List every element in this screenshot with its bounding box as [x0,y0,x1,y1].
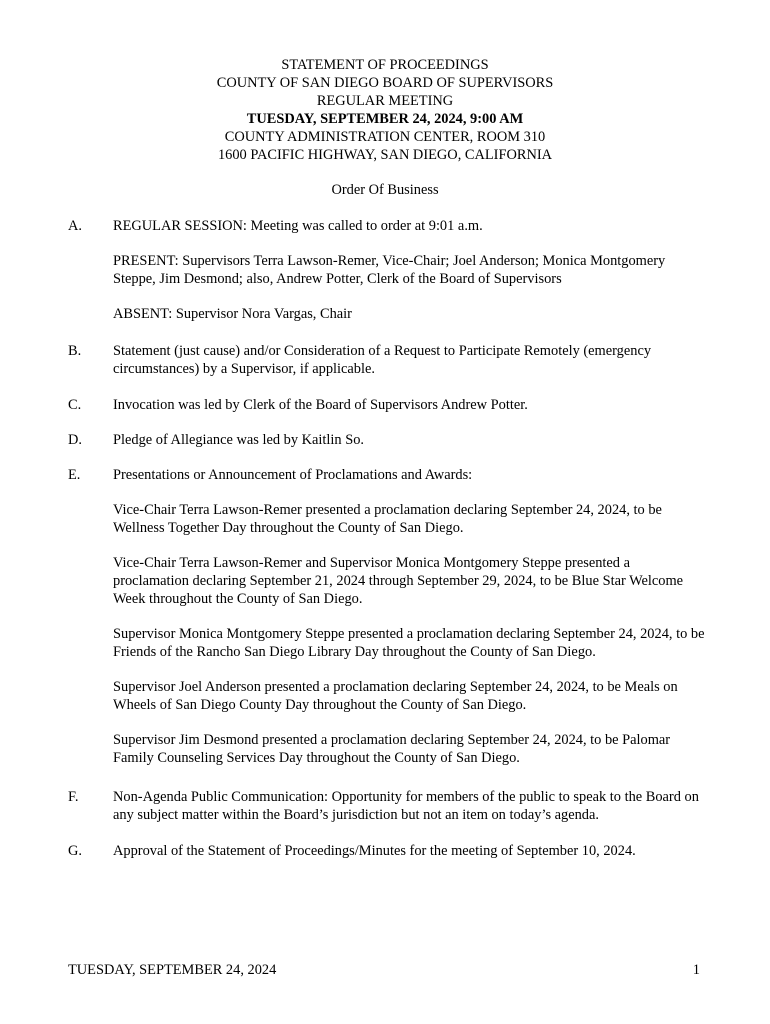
order-of-business-title: Order Of Business [331,182,439,198]
item-paragraph: Non-Agenda Public Communication: Opportunity for members of the public to speak to the Board on any subject matter within the Board’s jurisdiction but not an item on today’s agenda. [113,789,699,823]
item-body [113,842,708,860]
header-address: 1600 PACIFIC HIGHWAY, SAN DIEGO, CALIFORNIA [217,147,553,163]
header-date-time: TUESDAY, SEPTEMBER 24, 2024, 9:00 AM [246,111,524,127]
item-body [113,466,708,767]
item-paragraph: Approval of the Statement of Proceedings/Minutes for the meeting of September 10, 2024. [113,843,636,859]
header-location: COUNTY ADMINISTRATION CENTER, ROOM 310 [224,129,546,145]
item-paragraph: ABSENT: Supervisor Nora Vargas, Chair [113,306,352,322]
item-paragraph: PRESENT: Supervisors Terra Lawson-Remer, Vice-Chair; Joel Anderson; Monica Montgomery Steppe, Jim Desmond; also, Andrew Potter, Clerk of the Board of Supervisors [113,253,666,287]
item-body [113,342,708,378]
item-letter: B. [68,343,82,359]
header-board: COUNTY OF SAN DIEGO BOARD OF SUPERVISORS [216,75,554,91]
item-letter: D. [68,432,82,448]
item-paragraph: Supervisor Jim Desmond presented a proclamation declaring September 24, 2024, to be Palomar Family Counseling Services Day throughout the County of San Diego. [113,732,671,766]
item-paragraph: Statement (just cause) and/or Consideration of a Request to Participate Remotely (emergency circumstances) by a Supervisor, if applicable. [113,343,652,377]
item-paragraph: Supervisor Joel Anderson presented a proclamation declaring September 24, 2024, to be Meals on Wheels of San Diego County Day throughout the County of San Diego. [113,679,678,713]
item-paragraph: Presentations or Announcement of Proclamations and Awards: [113,467,473,483]
footer-date: TUESDAY, SEPTEMBER 24, 2024 [68,962,277,978]
item-paragraph: Invocation was led by Clerk of the Board of Supervisors Andrew Potter. [113,397,528,413]
item-letter: F. [68,789,79,805]
item-paragraph: Supervisor Monica Montgomery Steppe presented a proclamation declaring September 24, 2024, to be Friends of the Rancho San Diego Library Day throughout the County of San Diego. [113,626,705,660]
item-body [113,217,708,323]
header-meeting-type: REGULAR MEETING [316,93,454,109]
item-paragraph: Vice-Chair Terra Lawson-Remer presented a proclamation declaring September 24, 2024, to be Wellness Together Day throughout the County of San Diego. [113,502,662,536]
item-letter: A. [68,218,82,234]
item-paragraph: Pledge of Allegiance was led by Kaitlin So. [113,432,364,448]
document-header [0,56,770,164]
item-paragraph: Vice-Chair Terra Lawson-Remer and Supervisor Monica Montgomery Steppe presented a proclamation declaring September 21, 2024 through September 29, 2024, to be Blue Star Welcome Week throughout the County of San Diego. [113,555,684,607]
item-body [113,431,708,449]
item-letter: E. [68,467,81,483]
item-letter: C. [68,397,82,413]
item-letter: G. [68,843,82,859]
item-body [113,788,708,824]
header-title: STATEMENT OF PROCEEDINGS [281,57,489,73]
item-body [113,396,708,414]
page-number: 1 [692,962,700,978]
item-paragraph: REGULAR SESSION: Meeting was called to order at 9:01 a.m. [113,218,483,234]
